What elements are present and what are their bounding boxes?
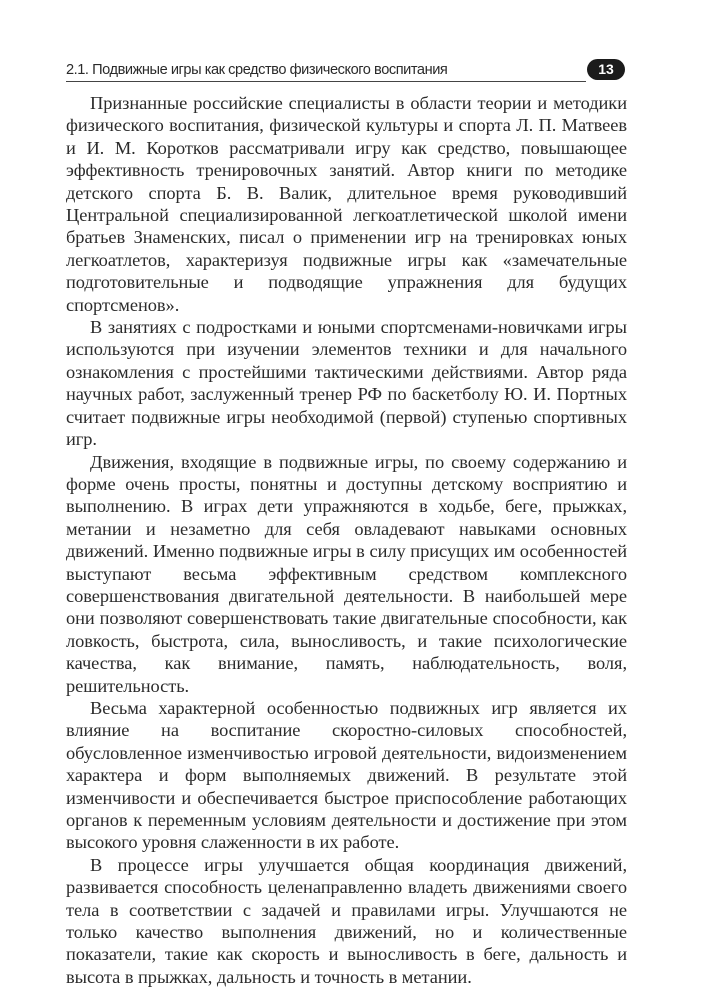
body-text bbox=[66, 92, 627, 988]
header-divider bbox=[66, 81, 586, 82]
section-title: 2.1. Подвижные игры как средство физического воспитания bbox=[66, 62, 448, 78]
paragraph-5: В процессе игры улучшается общая координация движений, развивается способность целенаправленно владеть движениями своего тела в соответствии с задачей и правилами игры. Улучшаются не только качество выполнения движений, но и количественные показатели, такие как скорость и выносливость в беге, дальность и высота в прыжках, дальность и точность в метании. bbox=[66, 854, 627, 987]
paragraph-3: Движения, входящие в подвижные игры, по своему содержанию и форме очень просты, понятны и доступны детскому восприятию и выполнению. В играх дети упражняются в ходьбе, беге, прыжках, метании и незаметно для себя овладевают навыками основных движений. Именно подвижные игры в силу присущих им особенностей выступают весьма эффективным средством комплексного совершенствования двигательной деятельности. В наибольшей мере они позволяют совершенствовать такие двигательные способности, как ловкость, быстрота, сила, выносливость, и такие психологические качества, как внимание, память, наблюдательность, воля, решительность. bbox=[66, 451, 627, 696]
running-header bbox=[66, 58, 626, 82]
page-number-badge: 13 bbox=[587, 59, 625, 80]
paragraph-2: В занятиях с подростками и юными спортсменами-новичками игры используются при изучении элементов техники и для начального ознакомления с простейшими тактическими действиями. Автор ряда научных работ, заслуженный тренер РФ по баскетболу Ю. И. Портных считает подвижные игры необходимой (первой) ступенью спортивных игр. bbox=[66, 317, 627, 450]
paragraph-4: Весьма характерной особенностью подвижных игр является их влияние на воспитание скоростно-силовых способностей, обусловленное изменчивостью игровой деятельности, видоизменением характера и форм выполняемых движений. В результате этой изменчивости и обеспечивается быстрое приспособление работающих органов к переменным условиям деятельности и достижение при этом высокого уровня слаженности в их работе. bbox=[66, 697, 627, 853]
paragraph-1: Признанные российские специалисты в области теории и методики физического воспитания, физической культуры и спорта Л. П. Матвеев и И. М. Коротков рассматривали игру как средство, повышающее эффективность тренировочных занятий. Автор книги по методике детского спорта Б. В. Валик, длительное время руководивший Центральной специализированной легкоатлетической школой имени братьев Знаменских, писал о применении игр на тренировках юных легкоатлетов, характеризуя подвижные игры как «замечательные подготовительные и подводящие упражнения для будущих спортсменов». bbox=[66, 93, 627, 315]
